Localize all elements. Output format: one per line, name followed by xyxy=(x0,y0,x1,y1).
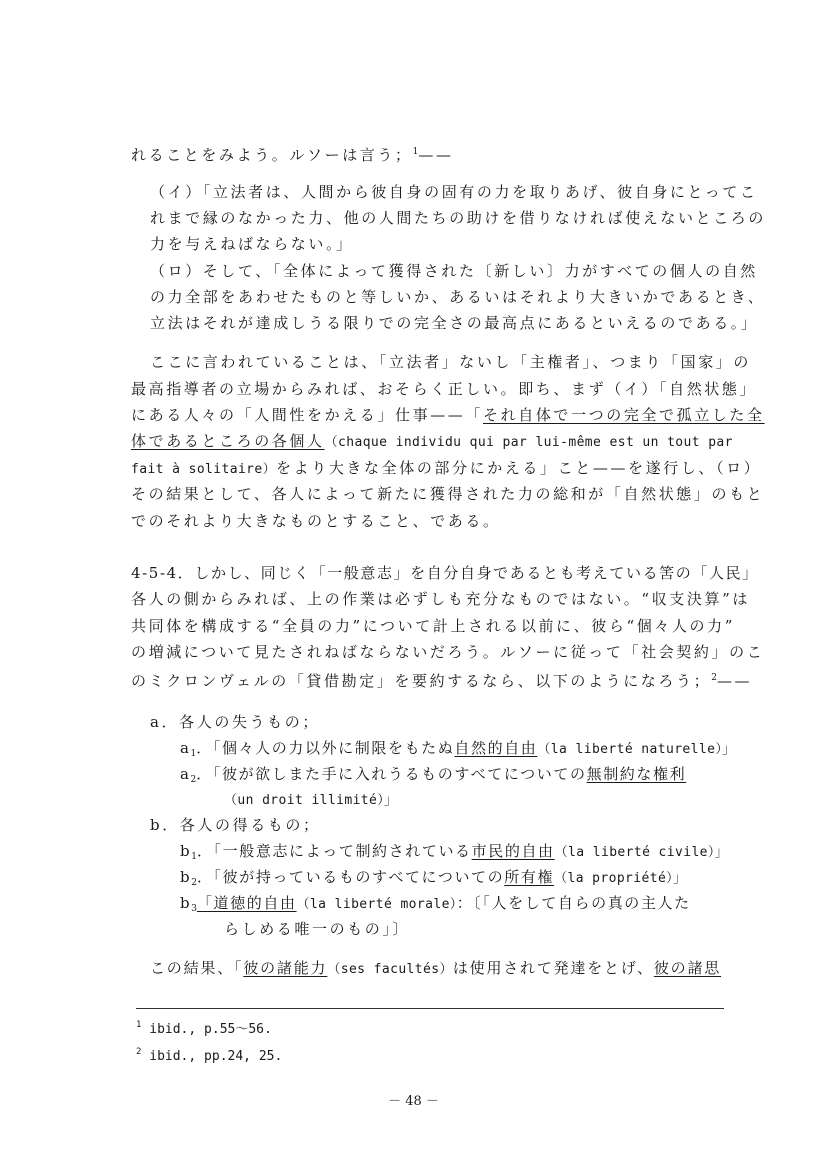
text: にある人々の「人間性をかえる」仕事——「 xyxy=(131,406,484,424)
quote-line xyxy=(150,234,354,254)
footnote-ref: 1 xyxy=(412,147,419,157)
underlined-text: 自然的自由 xyxy=(454,739,538,757)
item-label: b xyxy=(180,868,192,886)
item-subscript: 1 xyxy=(191,852,197,862)
list-item-continuation xyxy=(224,919,410,939)
underlined-text: 「道徳的自由 xyxy=(196,894,297,912)
text-line xyxy=(131,642,764,662)
underlined-text: それ自体で一つの完全で孤立した全 xyxy=(483,406,765,424)
quote-line xyxy=(150,261,758,281)
text: の増減について見たされねばならないだろう。ルソーに従って「社会契約」のこ xyxy=(131,643,765,661)
text-line xyxy=(131,431,733,453)
footnote-number: 2 xyxy=(136,1047,142,1057)
footnote-ref: 2 xyxy=(711,673,717,683)
text-line xyxy=(131,484,764,504)
latin-text: （la liberté morale） xyxy=(296,897,457,912)
text: ここに言われていることは、「立法者」ないし「主権者」、つまり「国家」の xyxy=(150,353,752,371)
text: 4-5-4．しかし、同じく「一般意志」を自分自身であるとも考えている筈の「人民」 xyxy=(131,564,759,582)
text: らしめる唯一のもの」〕 xyxy=(224,920,411,938)
latin-text: （la propriété）」 xyxy=(554,871,687,886)
item-label: a xyxy=(180,739,191,757)
text: ．「個々人の力以外に制限をもたぬ xyxy=(196,739,455,757)
text: ．「彼が欲しまた手に入れうるものすべてについての xyxy=(196,765,587,783)
list-item xyxy=(180,867,686,893)
item-subscript: 1 xyxy=(190,749,197,759)
text: れまで縁のなかった力、他の人間たちの助けを借りなければ使えないところの xyxy=(150,209,767,227)
latin-text: （la liberté naturelle）」 xyxy=(537,742,736,757)
footnote-text: ibid., pp.24, 25. xyxy=(149,1049,283,1064)
footnote-text: ibid., p.55～56. xyxy=(149,1022,272,1037)
underlined-text: 無制約な権利 xyxy=(586,765,687,783)
list-item xyxy=(180,738,736,764)
text: は使用されて発達をとげ、 xyxy=(452,959,654,977)
list-item xyxy=(180,841,728,867)
underlined-text: 体であるところの各個人 xyxy=(131,432,325,450)
item-subscript: 2 xyxy=(190,775,197,785)
text-line xyxy=(131,589,750,609)
text: （ロ）そして、「全体によって獲得された〔新しい〕力がすべての個人の自然 xyxy=(150,262,758,280)
text-line xyxy=(150,958,721,980)
latin-text: fait à solitaire） xyxy=(131,462,277,477)
latin-text: （chaque individu qui par lui-même est un tout par xyxy=(324,435,733,450)
text: をより大きな全体の部分にかえる」こと——を遂行し、（ロ） xyxy=(276,459,762,477)
list-item-continuation xyxy=(224,789,398,811)
text-line xyxy=(131,511,501,531)
underlined-text: 所有権 xyxy=(504,868,555,886)
quote-line xyxy=(150,208,766,228)
text: 各人の側からみれば、上の作業は必ずしも充分なものではない。“収支決算”は xyxy=(131,590,750,608)
text-line xyxy=(131,379,757,399)
quote-line xyxy=(150,313,759,333)
text: a．各人の失うもの； xyxy=(150,713,320,731)
text: れることをみよう。ルソーは言う； xyxy=(131,146,413,164)
text: —— xyxy=(418,146,454,164)
text: 立法はそれが達成しうる限りでの完全さの最高点にあるといえるのである。」 xyxy=(150,314,759,332)
item-label: b xyxy=(180,894,192,912)
underlined-text: 彼の諸能力 xyxy=(243,959,328,977)
quote-line xyxy=(150,287,765,307)
text: b．各人の得るもの； xyxy=(150,816,321,834)
page-number: － 48 － xyxy=(388,1094,439,1109)
quote-line xyxy=(150,182,758,202)
latin-text: （ses facultés） xyxy=(327,962,453,977)
item-subscript: 2 xyxy=(191,878,197,888)
list-heading xyxy=(150,712,320,732)
latin-text: （la liberté civile）」 xyxy=(554,845,729,860)
footnote-number: 1 xyxy=(136,1020,142,1030)
text: 力を与えねばならない。」 xyxy=(150,235,354,253)
text: ．「一般意志によって制約されている xyxy=(196,842,472,860)
text: のミクロンヴェルの「貸借勘定」を要約するなら、以下のようになろう； xyxy=(131,672,712,690)
text: の力全部をあわせたものと等しいか、あるいはそれより大きいかであるとき、 xyxy=(150,288,766,306)
item-label: b xyxy=(180,842,192,860)
text: 最高指導者の立場からみれば、おそらく正しい。即ち、まず（イ）「自然状態」 xyxy=(131,380,758,398)
text: この結果、「 xyxy=(150,959,244,977)
text-line xyxy=(131,458,761,480)
footnote-rule xyxy=(136,1008,724,1009)
text-line xyxy=(131,668,752,691)
text-line xyxy=(150,352,751,372)
latin-text: （un droit illimité）」 xyxy=(224,793,398,808)
item-subscript: 3 xyxy=(191,904,197,914)
text-line xyxy=(131,142,454,165)
list-item xyxy=(180,893,691,919)
footnote xyxy=(136,1016,272,1039)
text: ：〔「人をして自らの真の主人た xyxy=(456,894,691,912)
list-item xyxy=(180,764,686,790)
list-heading xyxy=(150,815,321,835)
text: でのそれより大きなものとすること、である。 xyxy=(131,512,501,530)
text: —— xyxy=(716,672,753,690)
text: その結果として、各人によって新たに獲得された力の総和が「自然状態」のもと xyxy=(131,485,765,503)
item-label: a xyxy=(180,765,191,783)
footnote xyxy=(136,1043,282,1066)
text: 共同体を構成する“全員の力”について計上される以前に、彼ら“個々人の力” xyxy=(131,617,735,635)
text-line xyxy=(131,616,735,636)
text: （イ）「立法者は、人間から彼自身の固有の力を取りあげ、彼自身にとってこ xyxy=(150,183,758,201)
underlined-text: 彼の諸思 xyxy=(653,959,722,977)
text-line xyxy=(131,563,759,583)
text: ．「彼が持っているものすべてについての xyxy=(196,868,505,886)
text-line xyxy=(131,405,765,425)
underlined-text: 市民的自由 xyxy=(471,842,555,860)
